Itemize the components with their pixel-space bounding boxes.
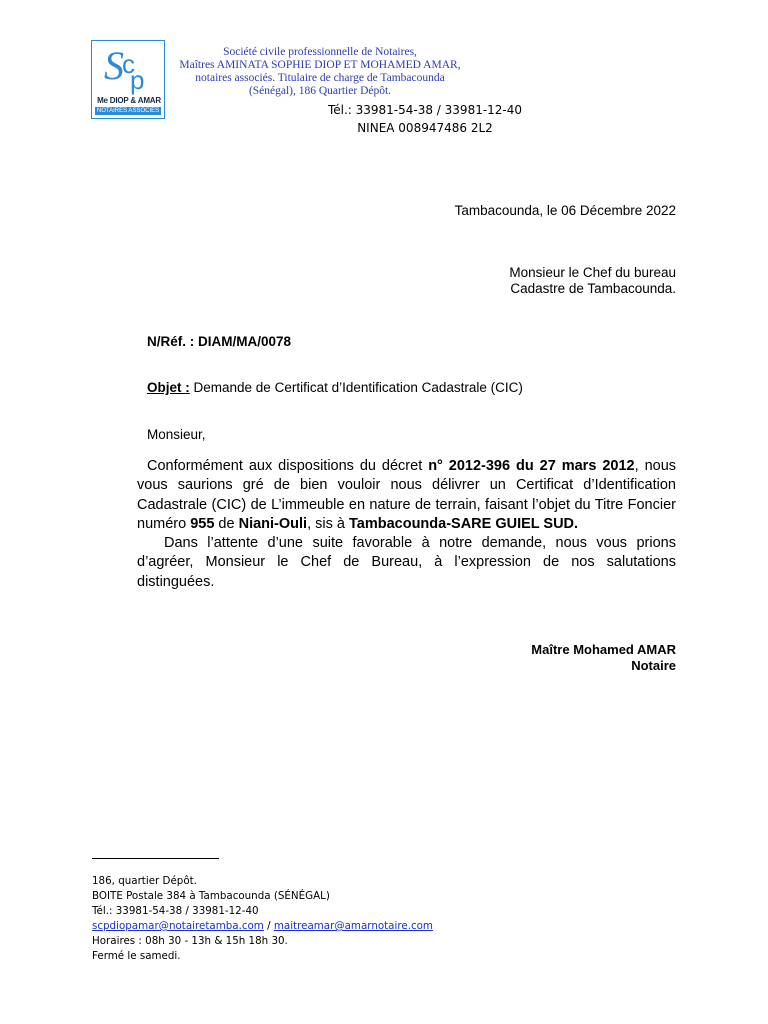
footer-postal: BOITE Postale 384 à Tambacounda (SÉNÉGAL) <box>92 890 330 902</box>
scp-monogram-icon <box>92 41 166 97</box>
salutation: Monsieur, <box>147 427 206 442</box>
letterhead-ninea: NINEA 008947486 2L2 <box>357 121 493 135</box>
letterhead-line: (Sénégal), 186 Quartier Dépôt. <box>248 85 392 97</box>
title-number: 955 <box>190 515 215 532</box>
letter-body <box>137 457 676 592</box>
footer-hours: Horaires : 08h 30 - 13h & 15h 18h 30. <box>92 935 288 947</box>
footer-address: 186, quartier Dépôt. <box>92 875 197 887</box>
footer-divider <box>92 858 219 859</box>
signatory-title: Notaire <box>631 658 676 673</box>
reference-number: N/Réf. : DIAM/MA/0078 <box>147 334 292 349</box>
svg-text:p: p <box>130 65 145 95</box>
logo-line-2: NOTAIRES ASSOCIÉS <box>96 108 160 114</box>
letterhead-phone: Tél.: 33981-54-38 / 33981-12-40 <box>327 103 523 117</box>
svg-text:S: S <box>104 43 124 88</box>
recipient-line: Cadastre de Tambacounda. <box>510 281 676 296</box>
letterhead-line: Société civile professionnelle de Notaires, <box>223 46 417 58</box>
letter-date: Tambacounda, le 06 Décembre 2022 <box>454 203 676 218</box>
footer <box>92 874 433 964</box>
email-link-notary[interactable]: maitreamar@amarnotaire.com <box>273 920 433 932</box>
footer-closed: Fermé le samedi. <box>92 950 181 962</box>
footer-phone: Tél.: 33981-54-38 / 33981-12-40 <box>92 905 259 917</box>
locality: Niani-Ouli <box>238 515 308 532</box>
letterhead-org <box>170 46 470 98</box>
scp-logo <box>91 40 165 119</box>
footer-emails: scpdiopamar@notairetamba.com / maitreamar@amarnotaire.com <box>92 920 433 932</box>
decree-ref: n° 2012-396 du 27 mars 2012 <box>428 458 635 474</box>
subject-line <box>147 380 523 395</box>
email-link-office[interactable]: scpdiopamar@notairetamba.com <box>92 920 264 932</box>
recipient-block <box>509 265 676 297</box>
letterhead-line: Maîtres AMINATA SOPHIE DIOP ET MOHAMED AMAR, <box>179 59 461 71</box>
body-paragraph-1: Conformément aux dispositions du décret n° 2012-396 du 27 mars 2012, nous vous saurions gré de bien vouloir nous délivrer un Certificat d’Identification Cadastrale (CIC) de L’immeuble en nature de terrain, faisant l’objet du Titre Foncier numéro 955 de Niani-Ouli, sis à Tambacounda-SARE GUIEL SUD. <box>137 458 677 532</box>
letterhead-line: notaires associés. Titulaire de charge de Tambacounda <box>195 72 445 84</box>
svg-text:c: c <box>122 49 135 79</box>
property-site: Tambacounda-SARE GUIEL SUD. <box>348 515 579 532</box>
subject-text: Demande de Certificat d’Identification Cadastrale (CIC) <box>189 380 523 395</box>
logo-line-1: Me DIOP & AMAR <box>97 96 161 105</box>
body-paragraph-2: Dans l’attente d’une suite favorable à notre demande, nous vous prions d’agréer, Monsieur le Chef de Bureau, à l’expression de nos salutations distinguées. <box>137 535 676 590</box>
recipient-line: Monsieur le Chef du bureau <box>509 265 676 280</box>
signature-block <box>531 642 676 674</box>
subject-label: Objet : <box>147 380 190 395</box>
signatory-name: Maître Mohamed AMAR <box>531 642 676 657</box>
